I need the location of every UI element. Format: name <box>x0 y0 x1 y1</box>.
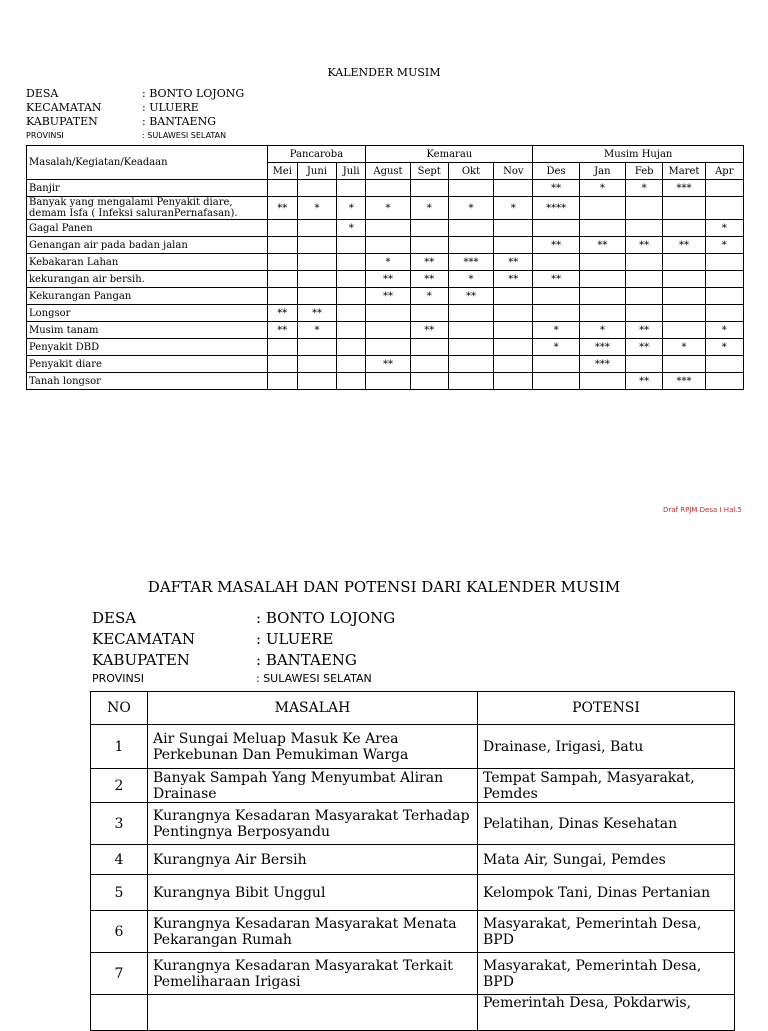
info-value: : SULAWESI SELATAN <box>256 672 372 685</box>
intensity-cell <box>705 356 743 373</box>
intensity-cell <box>663 220 705 237</box>
cell-masalah: Kurangnya Kesadaran Masyarakat Terkait Pemeliharaan Irigasi <box>148 953 478 995</box>
intensity-cell <box>533 220 579 237</box>
intensity-cell <box>410 339 448 356</box>
row-label: Musim tanam <box>27 322 268 339</box>
intensity-cell <box>494 322 533 339</box>
cell-no: 7 <box>91 953 148 995</box>
intensity-cell: * <box>297 322 336 339</box>
calendar-row <box>27 356 744 373</box>
intensity-cell: ** <box>366 271 410 288</box>
intensity-cell: ** <box>494 254 533 271</box>
intensity-cell: * <box>533 339 579 356</box>
intensity-cell: ** <box>410 271 448 288</box>
calendar-row <box>27 237 744 254</box>
intensity-cell <box>626 197 663 220</box>
info-value: : BANTAENG <box>256 651 357 669</box>
info-key: KABUPATEN <box>26 115 98 128</box>
intensity-cell: ** <box>410 322 448 339</box>
intensity-cell: ** <box>366 288 410 305</box>
intensity-cell <box>494 237 533 254</box>
column-header-label: Masalah/Kegiatan/Keadaan <box>27 146 268 180</box>
cell-masalah: Kurangnya Bibit Unggul <box>148 875 478 911</box>
intensity-cell: * <box>337 197 366 220</box>
column-header-no: NO <box>91 692 148 725</box>
intensity-cell <box>297 220 336 237</box>
month-header: Nov <box>494 163 533 180</box>
intensity-cell <box>297 356 336 373</box>
list-row <box>91 725 735 769</box>
intensity-cell: * <box>494 197 533 220</box>
cell-masalah: Kurangnya Air Bersih <box>148 845 478 875</box>
intensity-cell <box>663 288 705 305</box>
intensity-cell <box>533 356 579 373</box>
intensity-cell <box>410 373 448 390</box>
calendar-row <box>27 254 744 271</box>
intensity-cell: ** <box>267 197 297 220</box>
info-key: KABUPATEN <box>92 651 190 669</box>
row-label: Kekurangan Pangan <box>27 288 268 305</box>
month-header: Des <box>533 163 579 180</box>
intensity-cell <box>705 254 743 271</box>
cell-potensi: Tempat Sampah, Masyarakat, Pemdes <box>478 769 735 803</box>
intensity-cell <box>705 288 743 305</box>
row-label: Genangan air pada badan jalan <box>27 237 268 254</box>
intensity-cell: ** <box>267 322 297 339</box>
intensity-cell: * <box>297 197 336 220</box>
calendar-row <box>27 288 744 305</box>
intensity-cell <box>494 356 533 373</box>
month-header: Sept <box>410 163 448 180</box>
intensity-cell <box>663 305 705 322</box>
intensity-cell <box>297 180 336 197</box>
intensity-cell: * <box>705 220 743 237</box>
season-header: Pancaroba <box>267 146 366 163</box>
info-value: : BANTAENG <box>142 115 216 128</box>
intensity-cell <box>705 305 743 322</box>
intensity-cell: * <box>366 197 410 220</box>
intensity-cell: ** <box>533 180 579 197</box>
intensity-cell <box>337 305 366 322</box>
calendar-title: KALENDER MUSIM <box>327 66 441 79</box>
list-row <box>91 911 735 953</box>
cell-masalah: Air Sungai Meluap Masuk Ke Area Perkebunan Dan Pemukiman Warga <box>148 725 478 769</box>
row-label: Banyak yang mengalami Penyakit diare, demam Isfa ( Infeksi saluranPernafasan). <box>27 197 268 220</box>
intensity-cell <box>579 220 625 237</box>
cell-no: 3 <box>91 803 148 845</box>
month-header: Juli <box>337 163 366 180</box>
cell-potensi: Mata Air, Sungai, Pemdes <box>478 845 735 875</box>
intensity-cell <box>533 288 579 305</box>
intensity-cell: ** <box>533 237 579 254</box>
cell-potensi: Masyarakat, Pemerintah Desa, BPD <box>478 953 735 995</box>
info-key: DESA <box>26 87 59 100</box>
info-value: : ULUERE <box>256 630 334 648</box>
month-header: Okt <box>448 163 493 180</box>
info-key: PROVINSI <box>26 131 64 140</box>
list-row <box>91 845 735 875</box>
row-label: Gagal Panen <box>27 220 268 237</box>
intensity-cell <box>267 373 297 390</box>
intensity-cell <box>366 305 410 322</box>
season-header: Kemarau <box>366 146 533 163</box>
intensity-cell <box>579 288 625 305</box>
cell-no: 2 <box>91 769 148 803</box>
intensity-cell <box>448 220 493 237</box>
info-key: PROVINSI <box>92 672 144 685</box>
cell-potensi: Masyarakat, Pemerintah Desa, BPD <box>478 911 735 953</box>
info-key: DESA <box>92 609 137 627</box>
season-header: Musim Hujan <box>533 146 744 163</box>
intensity-cell: * <box>705 339 743 356</box>
intensity-cell: ** <box>297 305 336 322</box>
calendar-row <box>27 220 744 237</box>
cell-potensi: Kelompok Tani, Dinas Pertanian <box>478 875 735 911</box>
cell-no <box>91 995 148 1031</box>
info-key: KECAMATAN <box>26 101 102 114</box>
calendar-row <box>27 271 744 288</box>
info-value: : SULAWESI SELATAN <box>142 131 227 140</box>
intensity-cell: ** <box>448 288 493 305</box>
month-header: Feb <box>626 163 663 180</box>
intensity-cell: ** <box>626 373 663 390</box>
intensity-cell: * <box>626 180 663 197</box>
intensity-cell: *** <box>663 180 705 197</box>
list-row <box>91 769 735 803</box>
intensity-cell <box>663 322 705 339</box>
intensity-cell: ** <box>267 305 297 322</box>
calendar-row <box>27 197 744 220</box>
intensity-cell <box>337 373 366 390</box>
season-header-row <box>27 146 744 163</box>
intensity-cell <box>366 322 410 339</box>
intensity-cell <box>448 237 493 254</box>
season-calendar-table <box>26 145 744 390</box>
intensity-cell <box>267 254 297 271</box>
month-header: Mei <box>267 163 297 180</box>
column-header-potensi: POTENSI <box>478 692 735 725</box>
intensity-cell: ** <box>410 254 448 271</box>
month-header: Maret <box>663 163 705 180</box>
intensity-cell <box>705 271 743 288</box>
intensity-cell <box>337 288 366 305</box>
intensity-cell <box>626 305 663 322</box>
intensity-cell <box>297 271 336 288</box>
intensity-cell: ** <box>626 339 663 356</box>
intensity-cell <box>579 197 625 220</box>
cell-masalah: Kurangnya Kesadaran Masyarakat Terhadap Pentingnya Berposyandu <box>148 803 478 845</box>
intensity-cell <box>267 220 297 237</box>
list-title: DAFTAR MASALAH DAN POTENSI DARI KALENDER MUSIM <box>147 578 621 596</box>
intensity-cell <box>410 237 448 254</box>
intensity-cell: * <box>410 197 448 220</box>
intensity-cell <box>366 180 410 197</box>
intensity-cell <box>410 220 448 237</box>
intensity-cell <box>410 180 448 197</box>
row-label: Penyakit diare <box>27 356 268 373</box>
intensity-cell <box>533 373 579 390</box>
month-header: Agust <box>366 163 410 180</box>
row-label: Longsor <box>27 305 268 322</box>
intensity-cell <box>626 288 663 305</box>
intensity-cell <box>366 237 410 254</box>
intensity-cell: * <box>448 197 493 220</box>
intensity-cell <box>297 288 336 305</box>
column-header-masalah: MASALAH <box>148 692 478 725</box>
calendar-row <box>27 180 744 197</box>
intensity-cell <box>366 373 410 390</box>
intensity-cell <box>533 254 579 271</box>
info-key: KECAMATAN <box>92 630 195 648</box>
intensity-cell <box>494 305 533 322</box>
row-label: Banjir <box>27 180 268 197</box>
intensity-cell <box>297 237 336 254</box>
intensity-cell <box>267 271 297 288</box>
intensity-cell <box>626 254 663 271</box>
intensity-cell <box>267 288 297 305</box>
page-note: Draf RPJM Desa I Hal.5 <box>663 506 742 514</box>
intensity-cell: * <box>705 237 743 254</box>
cell-masalah: Kurangnya Kesadaran Masyarakat Menata Pekarangan Rumah <box>148 911 478 953</box>
cell-no: 4 <box>91 845 148 875</box>
list-row <box>91 953 735 995</box>
row-label: Tanah longsor <box>27 373 268 390</box>
intensity-cell <box>579 373 625 390</box>
intensity-cell <box>663 254 705 271</box>
list-row <box>91 803 735 845</box>
intensity-cell <box>448 373 493 390</box>
intensity-cell <box>663 271 705 288</box>
intensity-cell <box>663 356 705 373</box>
intensity-cell <box>494 288 533 305</box>
intensity-cell <box>705 373 743 390</box>
intensity-cell: * <box>448 271 493 288</box>
intensity-cell: *** <box>579 339 625 356</box>
intensity-cell: *** <box>579 356 625 373</box>
intensity-cell <box>337 237 366 254</box>
list-row <box>91 875 735 911</box>
intensity-cell <box>533 305 579 322</box>
intensity-cell: * <box>410 288 448 305</box>
intensity-cell <box>494 180 533 197</box>
calendar-row <box>27 305 744 322</box>
cell-masalah <box>148 995 478 1031</box>
intensity-cell <box>494 373 533 390</box>
row-label: kekurangan air bersih. <box>27 271 268 288</box>
calendar-row <box>27 373 744 390</box>
intensity-cell <box>579 305 625 322</box>
month-header: Jan <box>579 163 625 180</box>
intensity-cell: *** <box>448 254 493 271</box>
intensity-cell: *** <box>663 373 705 390</box>
intensity-cell <box>448 322 493 339</box>
intensity-cell <box>337 356 366 373</box>
intensity-cell: ** <box>579 237 625 254</box>
intensity-cell <box>579 254 625 271</box>
intensity-cell <box>410 305 448 322</box>
intensity-cell <box>297 339 336 356</box>
cell-potensi: Pemerintah Desa, Pokdarwis, <box>478 995 735 1031</box>
intensity-cell <box>494 339 533 356</box>
intensity-cell <box>337 254 366 271</box>
cell-masalah: Banyak Sampah Yang Menyumbat Aliran Drainase <box>148 769 478 803</box>
intensity-cell <box>337 322 366 339</box>
intensity-cell <box>337 339 366 356</box>
intensity-cell <box>267 237 297 254</box>
month-header: Juni <box>297 163 336 180</box>
list-header-row <box>91 692 735 725</box>
info-value: : BONTO LOJONG <box>256 609 396 627</box>
intensity-cell <box>267 180 297 197</box>
info-value: : ULUERE <box>142 101 199 114</box>
intensity-cell <box>494 220 533 237</box>
intensity-cell <box>297 373 336 390</box>
intensity-cell <box>410 356 448 373</box>
intensity-cell <box>448 339 493 356</box>
calendar-row <box>27 322 744 339</box>
info-value: : BONTO LOJONG <box>142 87 245 100</box>
intensity-cell <box>705 197 743 220</box>
problem-potential-table <box>90 691 735 1031</box>
intensity-cell <box>267 339 297 356</box>
intensity-cell: ** <box>626 322 663 339</box>
intensity-cell: ** <box>533 271 579 288</box>
calendar-row <box>27 339 744 356</box>
cell-no: 5 <box>91 875 148 911</box>
intensity-cell: * <box>579 180 625 197</box>
intensity-cell <box>448 180 493 197</box>
intensity-cell: * <box>705 322 743 339</box>
cell-potensi: Drainase, Irigasi, Batu <box>478 725 735 769</box>
intensity-cell <box>337 180 366 197</box>
intensity-cell <box>626 271 663 288</box>
cell-potensi: Pelatihan, Dinas Kesehatan <box>478 803 735 845</box>
row-label: Penyakit DBD <box>27 339 268 356</box>
intensity-cell <box>626 220 663 237</box>
intensity-cell: **** <box>533 197 579 220</box>
intensity-cell <box>626 356 663 373</box>
intensity-cell <box>337 271 366 288</box>
month-header: Apr <box>705 163 743 180</box>
intensity-cell: * <box>533 322 579 339</box>
intensity-cell: ** <box>494 271 533 288</box>
list-row <box>91 995 735 1031</box>
intensity-cell: * <box>663 339 705 356</box>
intensity-cell <box>267 356 297 373</box>
intensity-cell <box>705 180 743 197</box>
cell-no: 6 <box>91 911 148 953</box>
intensity-cell <box>663 197 705 220</box>
intensity-cell: * <box>366 254 410 271</box>
intensity-cell: * <box>579 322 625 339</box>
intensity-cell <box>366 220 410 237</box>
intensity-cell <box>448 305 493 322</box>
cell-no: 1 <box>91 725 148 769</box>
row-label: Kebakaran Lahan <box>27 254 268 271</box>
intensity-cell: ** <box>663 237 705 254</box>
intensity-cell: * <box>337 220 366 237</box>
intensity-cell: ** <box>366 356 410 373</box>
intensity-cell <box>579 271 625 288</box>
intensity-cell <box>366 339 410 356</box>
intensity-cell: ** <box>626 237 663 254</box>
intensity-cell <box>297 254 336 271</box>
intensity-cell <box>448 356 493 373</box>
